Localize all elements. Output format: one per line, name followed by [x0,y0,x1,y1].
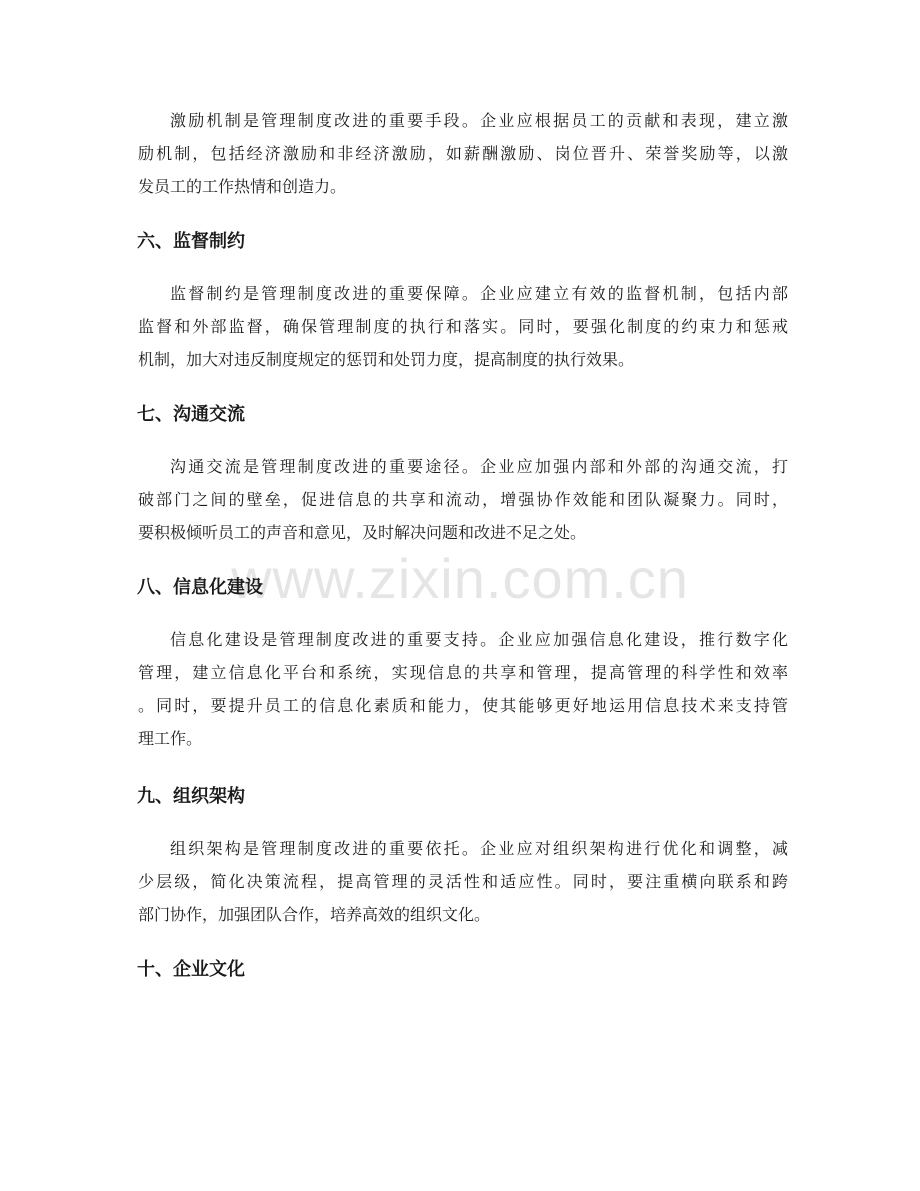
paragraph-line: 要积极倾听员工的声音和意见，及时解决问题和改进不足之处。 [138,523,587,542]
paragraph-supervision [138,277,788,376]
paragraph-line: 组织架构是管理制度改进的重要依托。企业应对组织架构进行优化和调整，减 [170,839,788,858]
paragraph-line: 激励机制是管理制度改进的重要手段。企业应根据员工的贡献和表现，建立激 [170,111,788,130]
paragraph-incentive [138,104,788,203]
paragraph-communication [138,450,788,549]
paragraph-line: 励机制，包括经济激励和非经济激励，如薪酬激励、岗位晋升、荣誉奖励等，以激 [138,144,788,163]
paragraph-line: 监督制约是管理制度改进的重要保障。企业应建立有效的监督机制，包括内部 [170,284,788,303]
paragraph-line: 沟通交流是管理制度改进的重要途径。企业应加强内部和外部的沟通交流，打 [170,457,788,476]
section-heading-supervision: 六、监督制约 [137,231,245,252]
paragraph-line: 理工作。 [138,729,203,748]
section-heading-culture: 十、企业文化 [137,959,245,980]
paragraph-line: 机制，加大对违反制度规定的惩罚和处罚力度，提高制度的执行效果。 [138,350,635,369]
watermark: www.zixin.com.cn [231,547,689,610]
paragraph-line: 信息化建设是管理制度改进的重要支持。企业应加强信息化建设，推行数字化 [170,630,788,649]
paragraph-line: 部门协作，加强团队合作，培养高效的组织文化。 [138,905,491,924]
paragraph-line: 发员工的工作热情和创造力。 [138,177,347,196]
paragraph-line: 。同时，要提升员工的信息化素质和能力，使其能够更好地运用信息技术来支持管 [138,696,788,715]
paragraph-line: 监督和外部监督，确保管理制度的执行和落实。同时，要强化制度的约束力和惩戒 [138,317,788,336]
paragraph-organization [138,832,788,931]
paragraph-line: 管理，建立信息化平台和系统，实现信息的共享和管理，提高管理的科学性和效率 [138,663,788,682]
section-heading-informatization: 八、信息化建设 [137,577,263,598]
paragraph-informatization [138,623,788,755]
section-heading-organization: 九、组织架构 [137,786,245,807]
paragraph-line: 破部门之间的壁垒，促进信息的共享和流动，增强协作效能和团队凝聚力。同时， [138,490,788,509]
section-heading-communication: 七、沟通交流 [137,404,245,425]
paragraph-line: 少层级，简化决策流程，提高管理的灵活性和适应性。同时，要注重横向联系和跨 [138,872,788,891]
